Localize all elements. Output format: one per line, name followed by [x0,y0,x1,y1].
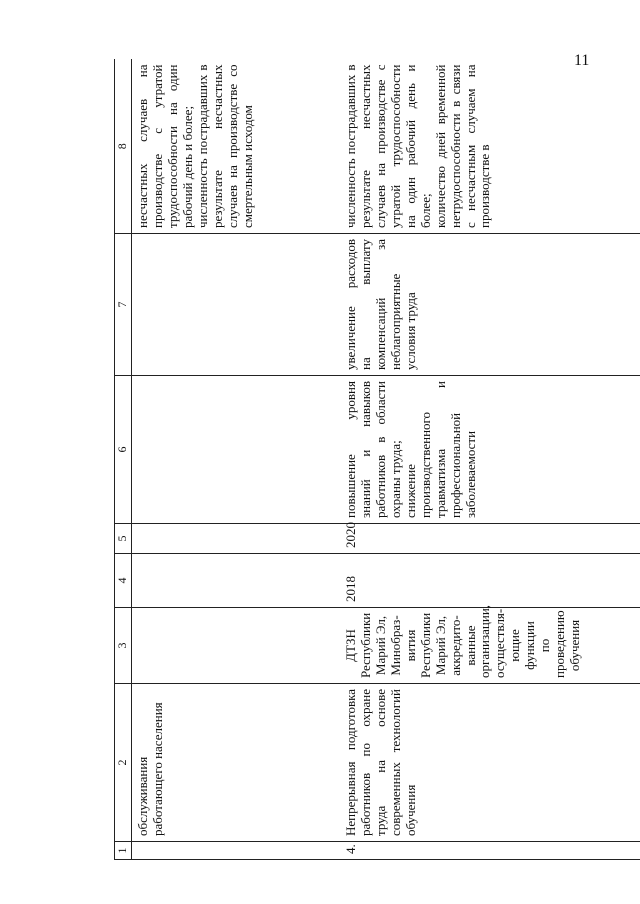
cell-executor [132,608,337,684]
cell-end-year [132,524,337,554]
col-header: 4 [115,554,132,608]
col-header: 8 [115,60,132,234]
col-header: 3 [115,608,132,684]
table-row [132,60,337,860]
cell-end-year: 2020 [336,524,640,554]
cell-consequences [132,234,337,376]
cell-indicators: несчастных случаев на производстве с утратой трудоспособности на один рабочий день и более; численность пострадавших в результате несчастных случаев на производстве со смертельным исходом [132,60,337,234]
rotated-table-container [114,60,640,860]
col-header: 2 [115,684,132,842]
cell-consequences: увеличение расходов на выплату компенсаций за неблагоприятные условия труда [336,234,640,376]
col-header: 7 [115,234,132,376]
header-row [115,60,132,860]
cell-start-year: 2018 [336,554,640,608]
cell-start-year [132,554,337,608]
cell-indicators: численность пострадавших в результате несчастных случаев на производстве с утратой трудоспособности на один рабочий день и более; количество дней временной нетрудоспособности в связи с несчастным случаем на производстве в [336,60,640,234]
cell-expected-result: повышение уровня знаний и навыков работников в области охраны труда; снижение производственного травматизма и профессиональной заболеваемости [336,376,640,524]
table-row [336,60,640,860]
cell-number: 4. [336,842,640,860]
col-header: 1 [115,842,132,860]
cell-executor: ДТЗН Республики Марий Эл, Минобраз-вития Республики Марий Эл, аккредито-ванные организации, осуществля-ющие функции по проведению обучения [336,608,640,684]
col-header: 5 [115,524,132,554]
page-number: 11 [574,52,590,69]
cell-number [132,842,337,860]
cell-measure: обслуживания работающего населения [132,684,337,842]
measures-table [114,60,640,861]
cell-expected-result [132,376,337,524]
cell-measure: Непрерывная подготовка работников по охране труда на основе современных технологий обучения [336,684,640,842]
col-header: 6 [115,376,132,524]
